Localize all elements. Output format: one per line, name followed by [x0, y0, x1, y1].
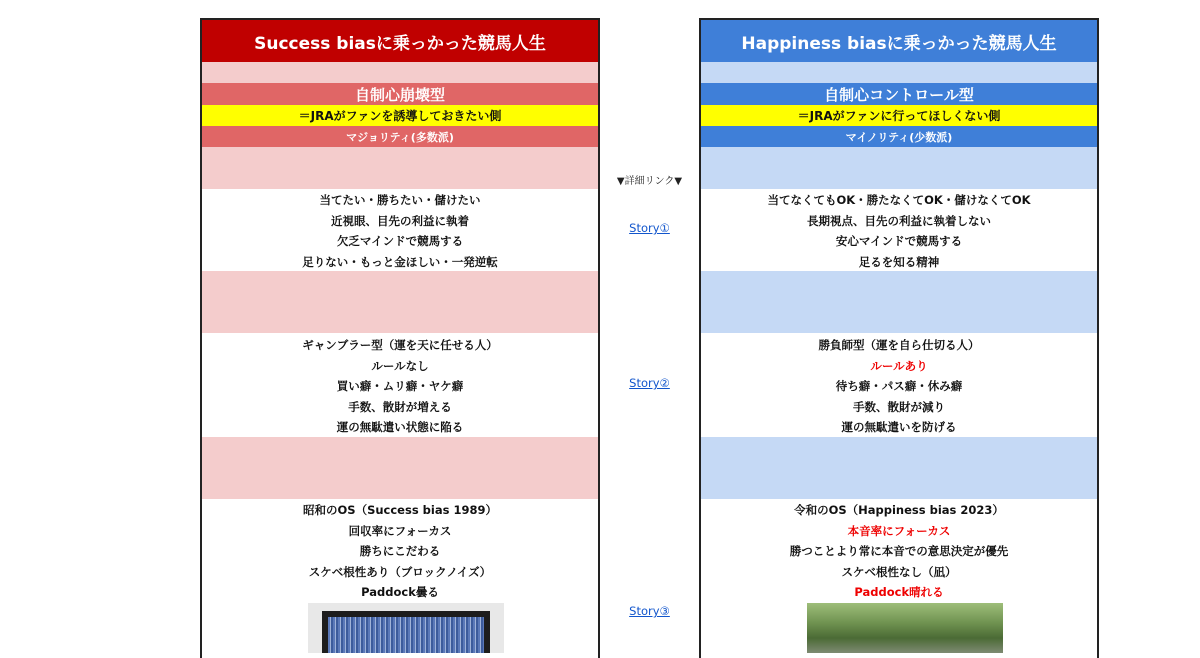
left-group-label: マジョリティ(多数派): [202, 126, 598, 147]
right-s3-line: 令和のOS（Happiness bias 2023）: [794, 503, 1004, 517]
happiness-bias-column: [699, 18, 1099, 658]
noisy-tv-image: [308, 603, 504, 653]
left-s3-line: 回収率にフォーカス: [348, 523, 452, 538]
right-s2-line: 手数、散財が減り: [853, 399, 945, 414]
left-s1-line: 足りない・もっと金ほしい・一発逆転: [302, 254, 498, 269]
left-column-title: Success biasに乗っかった競馬人生: [202, 20, 598, 63]
left-highlight-label: ＝JRAがファンを誘導しておきたい側: [202, 105, 598, 126]
right-s3-line: スケベ根性なし（凪）: [841, 564, 957, 579]
left-s3-line: スケベ根性あり（ブロックノイズ）: [308, 564, 492, 579]
left-s1-line: 近視眼、目先の利益に執着: [331, 213, 469, 228]
left-type-label: 自制心崩壊型: [202, 83, 598, 105]
left-section-3: [202, 500, 598, 603]
left-section-1: [202, 190, 598, 272]
story-1-link[interactable]: Story①: [629, 221, 670, 235]
right-section-2: [701, 335, 1097, 438]
right-column-title: Happiness biasに乗っかった競馬人生: [701, 20, 1097, 63]
right-spacer-3: [701, 271, 1097, 333]
left-s3-line: Paddock曇る: [361, 585, 439, 600]
right-s3-line: 勝つことより常に本音での意思決定が優先: [789, 544, 1009, 559]
left-spacer-2: [202, 147, 598, 189]
right-spacer-4: [701, 437, 1097, 499]
left-s2-line: 手数、散財が増える: [348, 399, 452, 414]
left-s1-line: 当てたい・勝ちたい・儲けたい: [319, 193, 481, 207]
right-s1-line: 足るを知る精神: [858, 254, 940, 269]
right-s2-line: 運の無駄遣いを防げる: [841, 420, 957, 435]
right-section-1: [701, 190, 1097, 272]
left-s3-line: 勝ちにこだわる: [359, 544, 441, 559]
story-3-link[interactable]: Story③: [629, 604, 670, 618]
right-section-3: [701, 500, 1097, 603]
left-section-2: [202, 335, 598, 438]
left-s1-line: 欠乏マインドで競馬する: [336, 234, 464, 249]
right-s2-line: 勝負師型（運を自ら仕切る人）: [818, 338, 980, 352]
left-s2-line: 運の無駄遣い状態に陥る: [336, 420, 464, 435]
success-bias-column: [200, 18, 600, 658]
right-s2-line: 待ち癖・パス癖・休み癖: [835, 379, 963, 394]
story-2-link[interactable]: Story②: [629, 376, 670, 390]
right-highlight-label: ＝JRAがファンに行ってほしくない側: [701, 105, 1097, 126]
right-spacer-2: [701, 147, 1097, 189]
right-s3-line-emphasis: Paddock晴れる: [854, 585, 944, 600]
right-type-label: 自制心コントロール型: [701, 83, 1097, 105]
right-spacer-1: [701, 62, 1097, 83]
left-s2-line: ギャンブラー型（運を天に任せる人）: [302, 338, 498, 352]
right-s3-line-emphasis: 本音率にフォーカス: [847, 523, 951, 538]
left-spacer-4: [202, 437, 598, 499]
left-s2-line: ルールなし: [371, 358, 429, 373]
right-s1-line: 安心マインドで競馬する: [835, 234, 963, 249]
left-s3-line: 昭和のOS（Success bias 1989）: [303, 503, 497, 517]
left-spacer-3: [202, 271, 598, 333]
right-group-label: マイノリティ(少数派): [701, 126, 1097, 147]
right-s1-line: 長期視点、目先の利益に執着しない: [807, 213, 991, 228]
paddock-landscape-image: [807, 603, 1003, 653]
left-spacer-1: [202, 62, 598, 83]
right-s1-line: 当てなくてもOK・勝たなくてOK・儲けなくてOK: [767, 193, 1031, 207]
detail-link-header: ▼詳細リンク▼: [616, 176, 683, 187]
right-s2-line-emphasis: ルールあり: [870, 358, 928, 373]
left-s2-line: 買い癖・ムリ癖・ヤケ癖: [336, 379, 464, 394]
